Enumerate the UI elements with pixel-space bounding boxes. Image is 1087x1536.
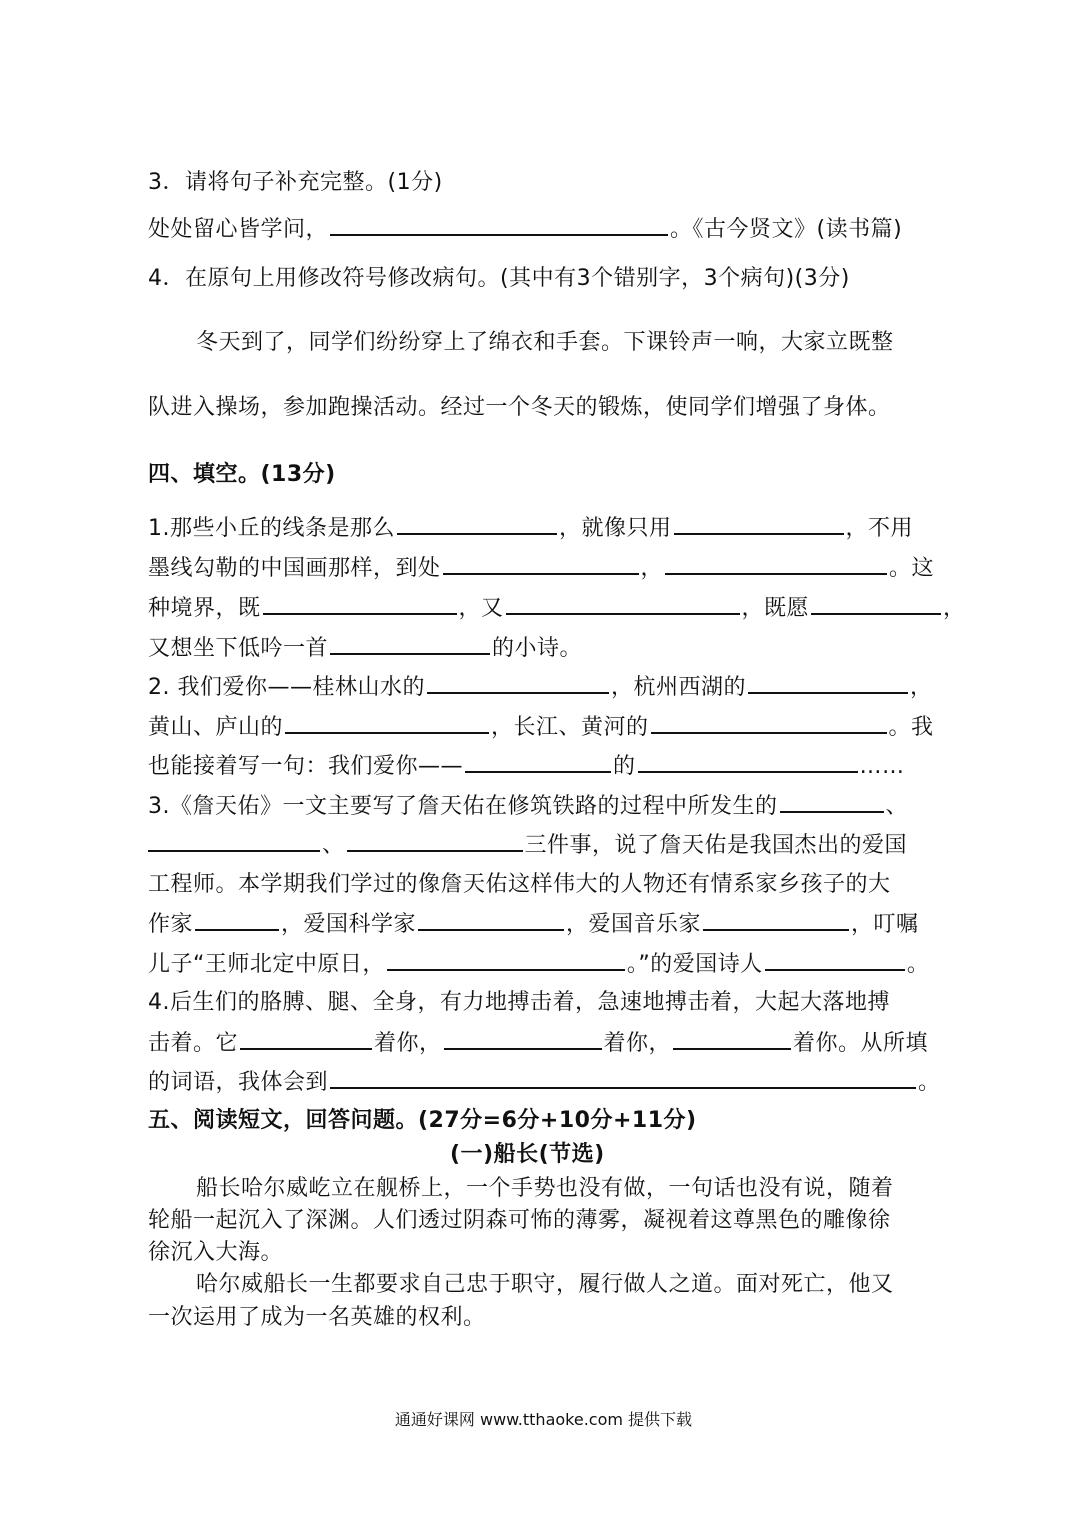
q4-sentence-line2 (148, 393, 891, 423)
answer-blank[interactable] (638, 751, 858, 773)
text: 的 (613, 754, 636, 779)
text: 击着。它 (148, 1031, 239, 1056)
s4-item3-line4 (148, 909, 919, 940)
answer-blank[interactable] (673, 1028, 791, 1050)
text: 。”的爱国诗人 (626, 952, 763, 977)
s4-item4-line1 (148, 988, 890, 1018)
s4-item4-line3 (148, 1067, 941, 1098)
answer-blank[interactable] (427, 672, 609, 694)
text: 。 (918, 1070, 941, 1095)
text: ，叮嘱 (851, 912, 919, 937)
s4-item3-line3 (148, 870, 891, 900)
s4-item2-line1 (148, 672, 933, 703)
page-footer (0, 1408, 1087, 1432)
passage-p1-line3 (148, 1238, 283, 1268)
answer-blank[interactable] (330, 1067, 916, 1089)
s4-item4-line2 (148, 1028, 928, 1059)
q4-title (148, 264, 850, 294)
text: 。 (906, 952, 930, 977)
s4-item1-line1 (148, 513, 913, 544)
answer-blank[interactable] (195, 909, 279, 931)
text: 着你， (603, 1031, 672, 1056)
answer-blank[interactable] (674, 513, 844, 535)
passage-p2-line1 (196, 1270, 894, 1300)
text: 作家 (148, 912, 194, 937)
q4-sentence-line1 (196, 328, 894, 358)
text: 2. 我们爱你——桂林山水的 (148, 675, 425, 700)
answer-blank[interactable] (285, 712, 489, 734)
text: ，杭州西湖的 (610, 675, 746, 700)
text: ，就像只用 (559, 516, 672, 541)
text: 也能接着写一句：我们爱你—— (148, 754, 464, 779)
text: 轮船一起沉入了深渊。人们透过阴森可怖的薄雾，凝视着这尊黑色的雕像徐 (148, 1208, 891, 1233)
answer-blank[interactable] (240, 1028, 372, 1050)
text: 。我 (888, 715, 934, 740)
passage-p2-line2 (148, 1303, 486, 1333)
answer-blank[interactable] (465, 751, 611, 773)
answer-blank[interactable] (347, 830, 523, 852)
s4-item3-line1 (148, 791, 908, 822)
q3-title-text: 3．请将句子补充完整。(1分) (148, 170, 443, 195)
text: 工程师。本学期我们学过的像詹天佑这样伟大的人物还有情系家乡孩子的大 (148, 872, 891, 897)
s4-item2-line2 (148, 712, 934, 743)
answer-blank[interactable] (506, 593, 740, 615)
s4-item3-line2 (148, 830, 907, 861)
answer-blank[interactable] (263, 593, 457, 615)
s4-item1-line2 (148, 553, 934, 584)
q4-title-text: 4．在原句上用修改符号修改病句。(其中有3个错别字，3个病句)(3分) (148, 266, 850, 291)
text: ，不用 (845, 516, 914, 541)
text: 的词语，我体会到 (148, 1070, 329, 1095)
text: ， (910, 675, 933, 700)
answer-blank[interactable] (703, 909, 849, 931)
text: 4.后生们的胳膊、腿、全身，有力地搏击着，急速地搏击着，大起大落地搏 (148, 990, 890, 1015)
s4-item1-line4 (148, 633, 582, 664)
text: ，爱国音乐家 (566, 912, 702, 937)
answer-blank[interactable] (330, 214, 668, 236)
section4-title (148, 460, 336, 490)
text: 3.《詹天佑》一文主要写了詹天佑在修筑铁路的过程中所发生的 (148, 794, 778, 819)
text: 三件事，说了詹天佑是我国杰出的爱国 (524, 833, 908, 858)
answer-blank[interactable] (780, 791, 884, 813)
text: …… (859, 754, 905, 779)
q3-line-end: 。《古今贤文》(读书篇) (670, 217, 903, 242)
answer-blank[interactable] (444, 1028, 602, 1050)
answer-blank[interactable] (397, 513, 557, 535)
text: 船长哈尔威屹立在舰桥上，一个手势也没有做，一句话也没有说，随着 (196, 1176, 894, 1201)
q3-line-start: 处处留心皆学问， (148, 217, 329, 242)
text: ， (943, 596, 966, 621)
text: 着你。从所填 (793, 1031, 929, 1056)
text: 儿子“王师北定中原日， (148, 952, 385, 977)
section4-title-text: 四、填空。(13分) (148, 462, 336, 487)
passage-title-text: (一)船长(节选) (450, 1142, 605, 1167)
s4-item2-line3 (148, 751, 905, 782)
footer-text: 通通好课网 www.tthaoke.com 提供下载 (394, 1410, 693, 1429)
text: 1.那些小丘的线条是那么 (148, 516, 395, 541)
answer-blank[interactable] (443, 553, 639, 575)
q4-line1-text: 冬天到了，同学们纷纷穿上了绵衣和手套。下课铃声一响，大家立既整 (196, 330, 894, 355)
passage-p1-line2 (148, 1206, 891, 1236)
answer-blank[interactable] (811, 593, 941, 615)
text: 、 (885, 794, 909, 819)
passage-title (450, 1140, 605, 1170)
text: 哈尔威船长一生都要求自己忠于职守，履行做人之道。面对死亡，他又 (196, 1272, 894, 1297)
answer-blank[interactable] (387, 949, 625, 971)
answer-blank[interactable] (765, 949, 905, 971)
text: 徐沉入大海。 (148, 1240, 284, 1265)
passage-p1-line1 (196, 1174, 894, 1204)
section5-title (148, 1106, 697, 1136)
s4-item3-line5 (148, 949, 929, 980)
text: ，爱国科学家 (281, 912, 417, 937)
text: 种境界，既 (148, 596, 261, 621)
text: 、 (322, 833, 345, 858)
text: 墨线勾勒的中国画那样，到处 (148, 556, 441, 581)
text: 又想坐下低吟一首 (148, 636, 329, 661)
answer-blank[interactable] (148, 830, 320, 852)
text: 黄山、庐山的 (148, 715, 284, 740)
text: 的小诗。 (492, 636, 583, 661)
answer-blank[interactable] (665, 553, 887, 575)
q3-line (148, 214, 902, 245)
answer-blank[interactable] (330, 633, 490, 655)
text: ，既愿 (741, 596, 810, 621)
answer-blank[interactable] (748, 672, 908, 694)
q3-title (148, 168, 443, 198)
text: 着你， (374, 1031, 442, 1056)
text: ，又 (458, 596, 504, 621)
text: ， (640, 556, 664, 581)
q4-line2-text: 队进入操场，参加跑操活动。经过一个冬天的锻炼，使同学们增强了身体。 (148, 395, 891, 420)
section5-title-text: 五、阅读短文，回答问题。(27分=6分+10分+11分) (148, 1108, 697, 1133)
text: ，长江、黄河的 (491, 715, 649, 740)
text: 一次运用了成为一名英雄的权利。 (148, 1305, 486, 1330)
text: 。这 (889, 556, 935, 581)
answer-blank[interactable] (418, 909, 564, 931)
s4-item1-line3 (148, 593, 966, 624)
answer-blank[interactable] (651, 712, 887, 734)
